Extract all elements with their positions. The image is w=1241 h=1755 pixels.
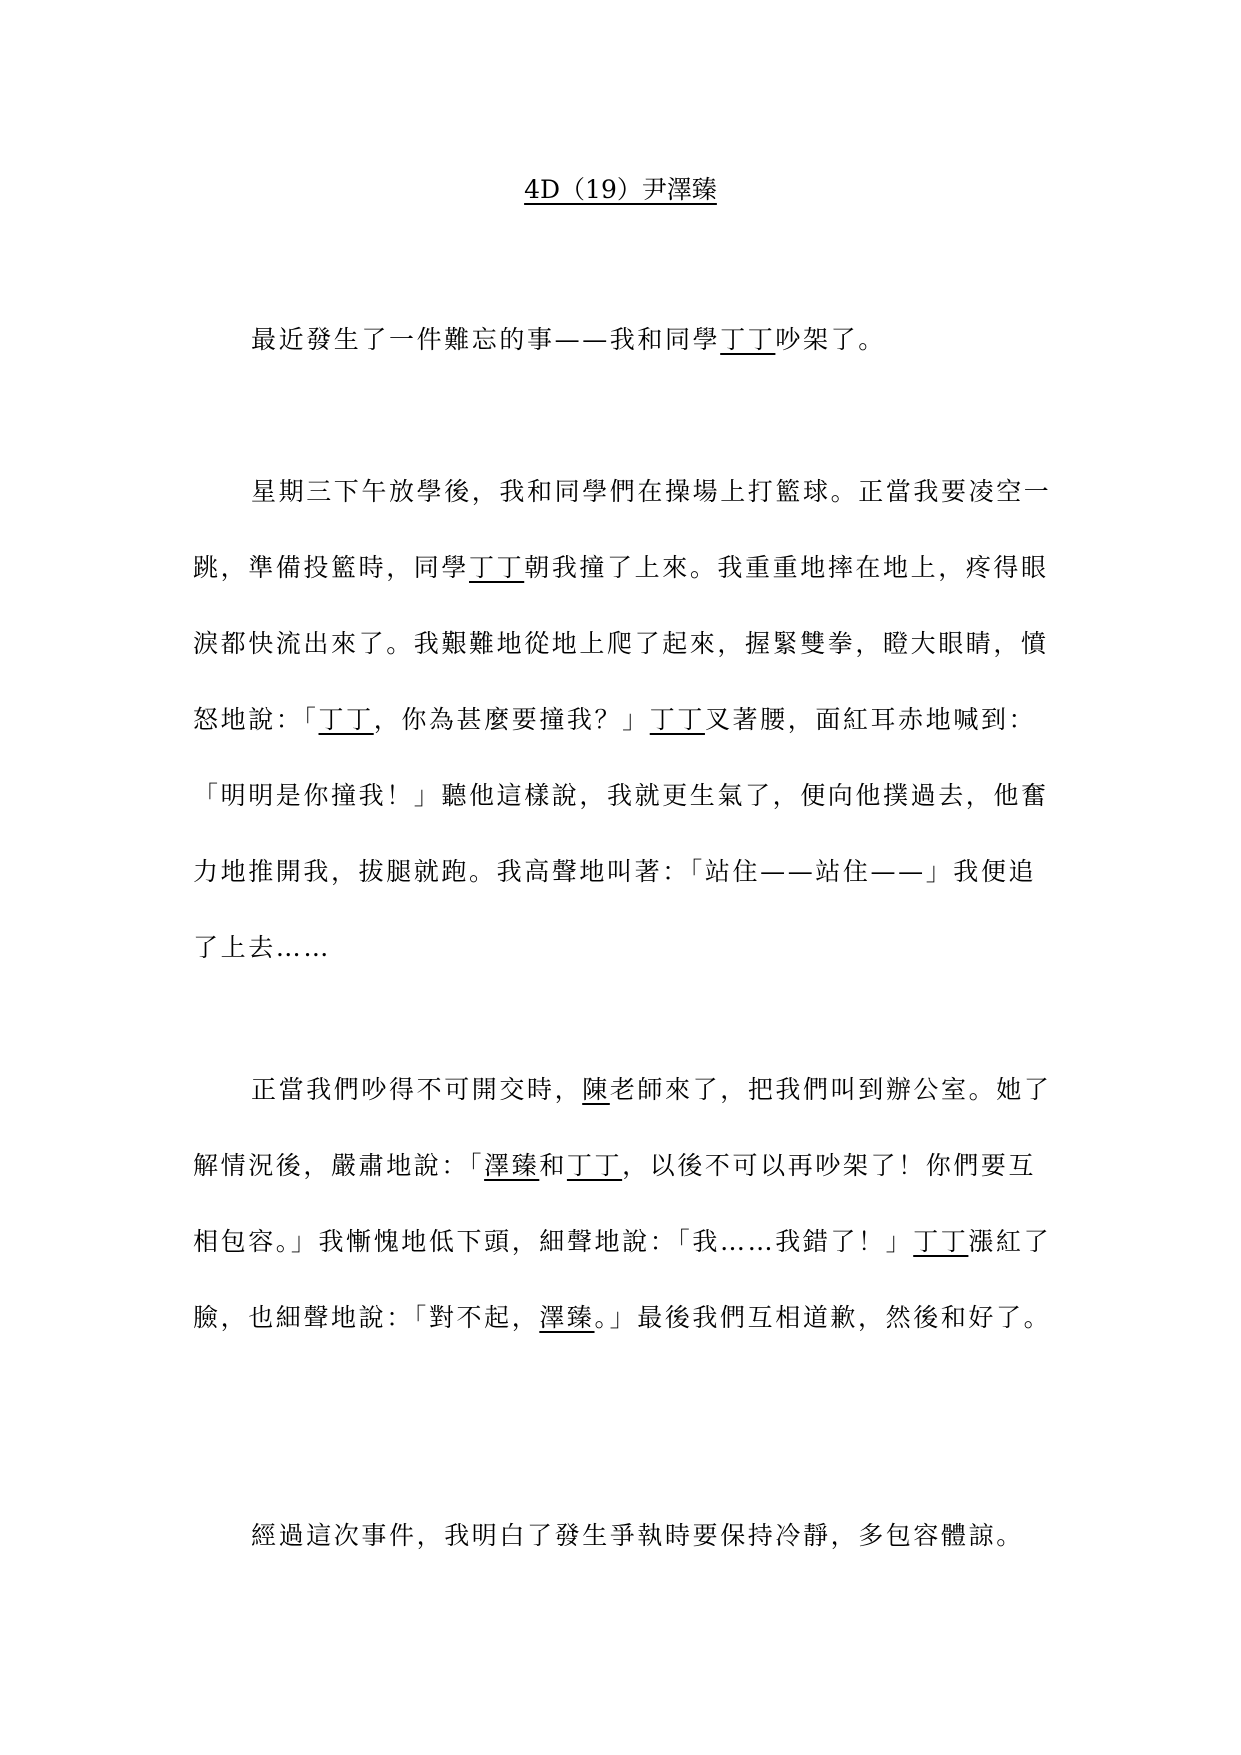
text-run: 正當我們吵得不可開交時， — [251, 1075, 583, 1104]
essay-title — [0, 170, 1241, 210]
underlined-name: 丁丁 — [318, 705, 374, 734]
title-text: 4D（19）尹澤臻 — [524, 175, 717, 204]
underlined-name: 澤臻 — [539, 1303, 595, 1332]
text-run: 叉著腰，面紅耳赤地喊到：「明明是你撞我！」聽他這樣說，我就更生氣了，便向他撲過去，他奮力地推開我，拔腿就跑。我高聲地叫著：「站住——站住——」我便追了上去…… — [193, 705, 1049, 962]
text-run: 。」最後我們互相道歉，然後和好了。 — [594, 1303, 1052, 1332]
text-run: 漲紅了臉，也細聲地說：「對不起， — [193, 1227, 1052, 1332]
underlined-name: 丁丁 — [566, 1151, 623, 1180]
paragraph-2 — [193, 454, 1053, 986]
paragraph-4 — [193, 1498, 1053, 1574]
underlined-name: 丁丁 — [649, 705, 705, 734]
underlined-name: 陳 — [582, 1075, 610, 1104]
text-run: 最近發生了一件難忘的事——我和同學 — [251, 325, 721, 354]
text-run: 和 — [539, 1151, 567, 1180]
paragraph-1 — [193, 302, 1053, 378]
text-run: 吵架了。 — [775, 325, 886, 354]
text-run: 星期三下午放學後，我和同學們在操場上打籃球。正當我要凌空一跳，準備投籃時，同學 — [193, 477, 1052, 582]
underlined-name: 丁丁 — [913, 1227, 969, 1256]
text-run: 朝我撞了上來。我重重地摔在地上，疼得眼淚都快流出來了。我艱難地從地上爬了起來，握緊雙拳，瞪大眼睛，憤怒地說：「 — [193, 553, 1049, 734]
underlined-name: 丁丁 — [720, 325, 776, 354]
text-run: ，以後不可以再吵架了！你們要互相包容。」我慚愧地低下頭，細聲地說：「我……我錯了！」 — [193, 1151, 1037, 1256]
text-run: ，你為甚麼要撞我？」 — [373, 705, 650, 734]
underlined-name: 丁丁 — [469, 553, 525, 582]
underlined-name: 澤臻 — [484, 1151, 540, 1180]
text-run: 經過這次事件，我明白了發生爭執時要保持冷靜，多包容體諒。 — [251, 1521, 1024, 1550]
paragraph-3 — [193, 1052, 1053, 1356]
text-run: 老師來了，把我們叫到辦公室。她了解情況後，嚴肅地說：「 — [193, 1075, 1052, 1180]
